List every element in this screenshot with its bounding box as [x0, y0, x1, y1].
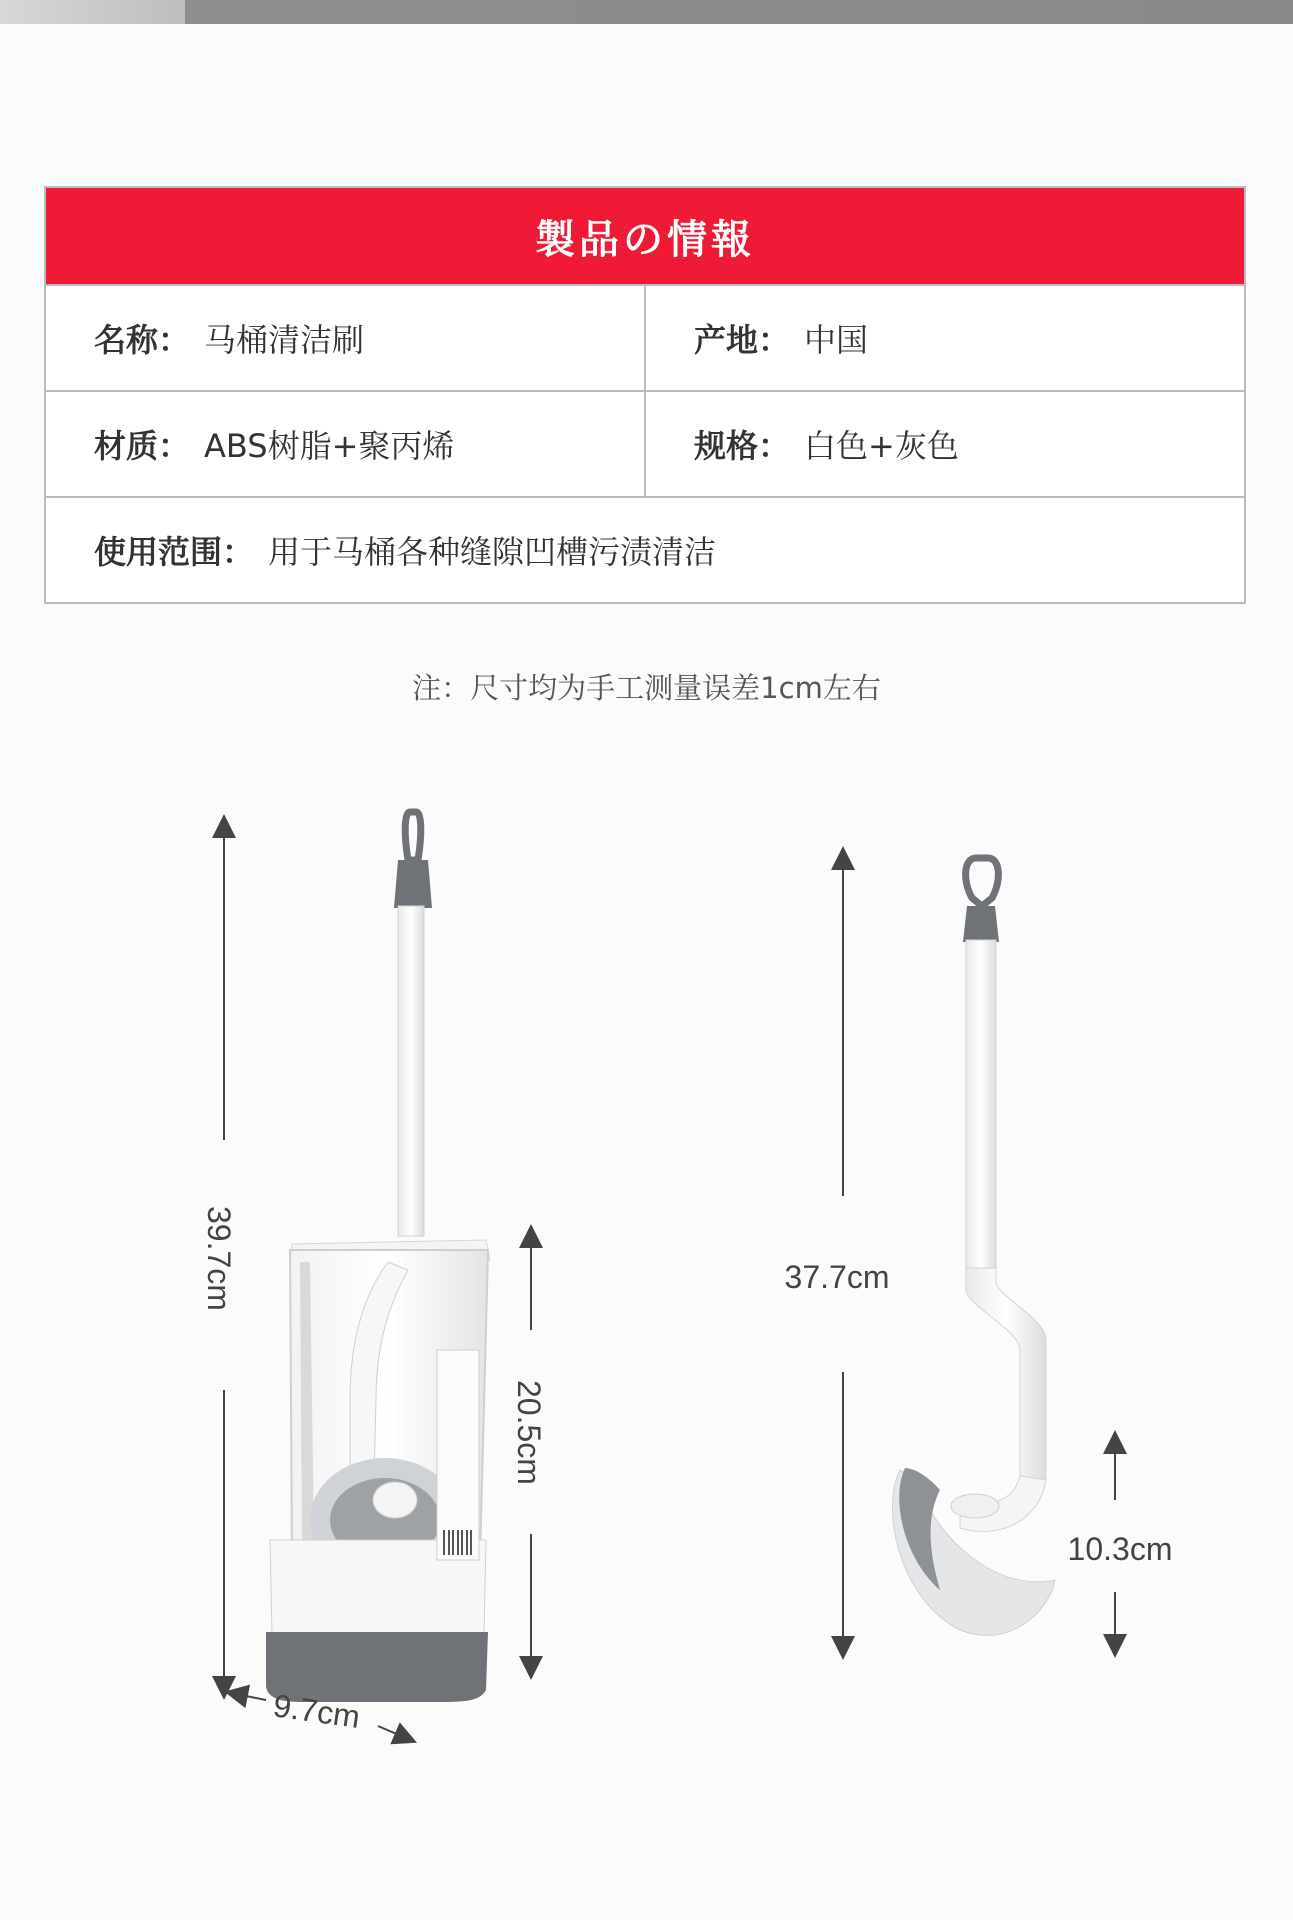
brush-handle-bend: [966, 1268, 1046, 1480]
measurement-note: 注：尺寸均为手工测量误差1cm左右: [412, 671, 881, 705]
holder-product-label: [437, 1350, 479, 1560]
label-barcode: [444, 1530, 471, 1555]
holder-width-arrow-right: [378, 1726, 406, 1738]
total-height-label: 39.7cm: [201, 1206, 237, 1311]
brush-with-holder: [266, 812, 490, 1702]
material-value: ABS树脂+聚丙烯: [204, 427, 455, 465]
usage-label: 使用范围：: [94, 533, 255, 571]
spec-label: 规格：: [694, 427, 791, 465]
material-label: 材质：: [94, 427, 191, 465]
name-label: 名称：: [94, 321, 191, 359]
holder-brush-loop: [405, 812, 421, 860]
holder-width-label: 9.7cm: [271, 1687, 363, 1736]
holder-width-arrow-left: [236, 1694, 266, 1700]
spec-value: 白色+灰色: [804, 427, 959, 465]
dimension-head-height: [1068, 1442, 1173, 1646]
brush-cap: [963, 906, 999, 942]
holder-height-label: 20.5cm: [511, 1380, 547, 1485]
product-info-title: 製品の情報: [46, 188, 1244, 284]
brush-standalone: [893, 858, 1056, 1635]
holder-brush-handle: [398, 906, 424, 1236]
dimension-brush-length: [785, 858, 890, 1648]
brush-length-label: 37.7cm: [784, 1259, 890, 1295]
origin-label: 产地：: [694, 321, 791, 359]
name-value: 马桶清洁刷: [204, 321, 365, 359]
dimension-holder-height: [511, 1236, 547, 1668]
brush-handle-upper: [966, 940, 996, 1270]
usage-value: 用于马桶各种缝隙凹槽污渍清洁: [268, 533, 717, 571]
origin-value: 中国: [804, 321, 869, 359]
brush-loop: [966, 858, 999, 906]
head-height-label: 10.3cm: [1067, 1531, 1173, 1567]
brush-head-core: [951, 1494, 999, 1518]
dimension-total-height: [201, 826, 237, 1688]
holder-brush-cap: [394, 860, 432, 908]
